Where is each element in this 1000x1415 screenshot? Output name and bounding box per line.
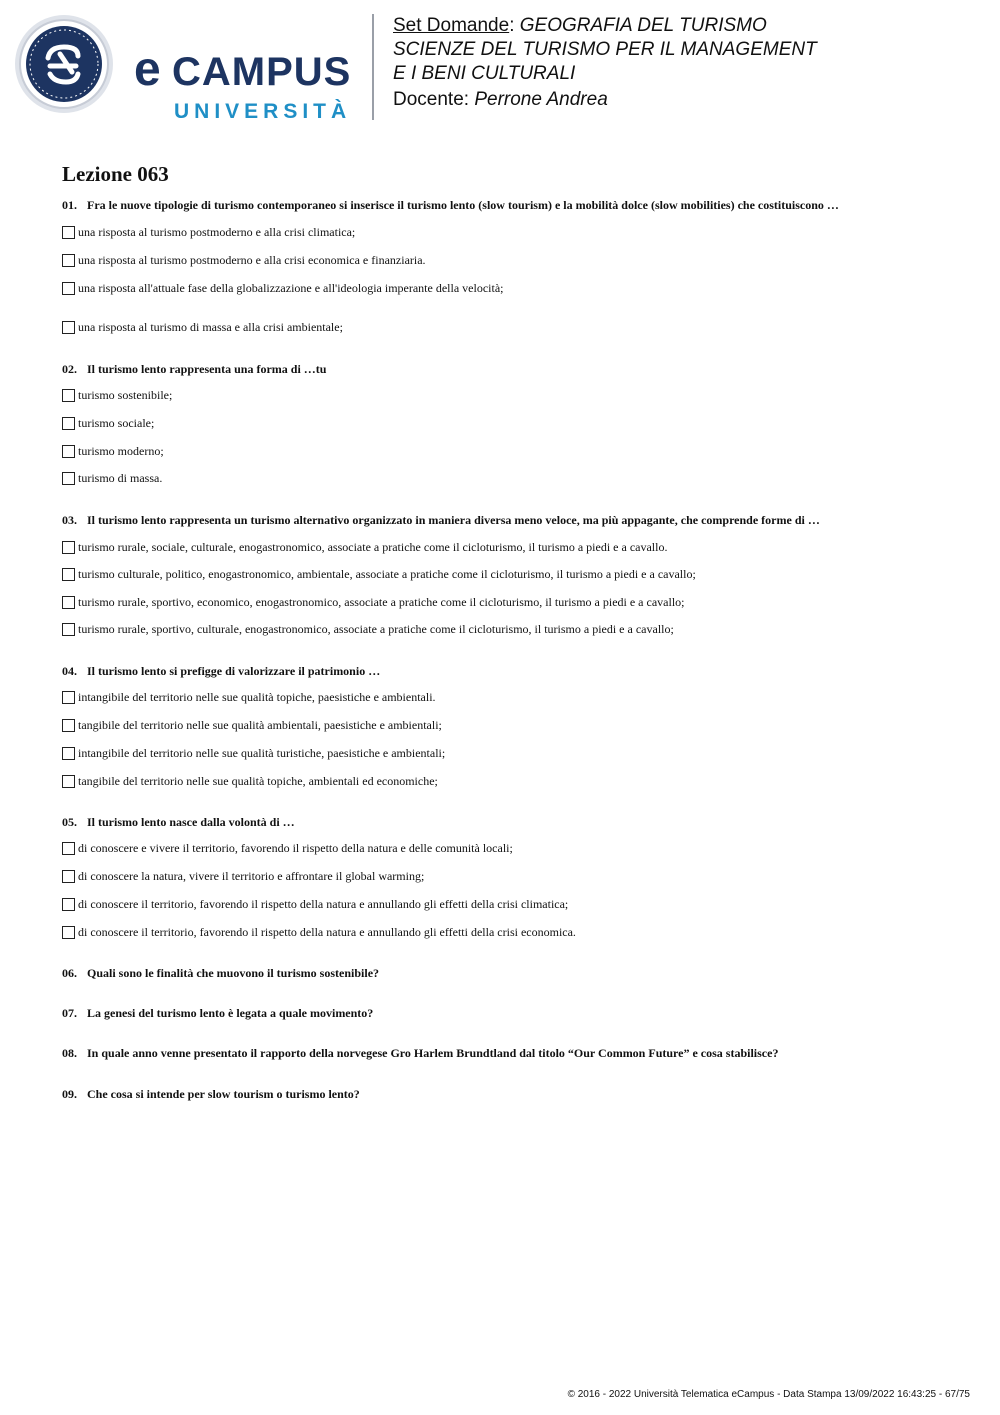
answer-checkbox[interactable] [62, 321, 75, 334]
option-text: turismo di massa. [78, 471, 163, 485]
option-row[interactable] [62, 540, 667, 555]
logo-letter-e: e [134, 43, 160, 96]
answer-checkbox[interactable] [62, 568, 75, 581]
option-text: intangibile del territorio nelle sue qualità topiche, paesistiche e ambientali. [78, 690, 436, 704]
option-row[interactable] [62, 622, 674, 637]
teacher-line [393, 88, 817, 112]
answer-checkbox[interactable] [62, 472, 75, 485]
option-text: di conoscere il territorio, favorendo il rispetto della natura e annullando gli effetti della crisi economica. [78, 925, 576, 939]
answer-checkbox[interactable] [62, 898, 75, 911]
document-header [393, 14, 817, 112]
logo-campus: CAMPUS [172, 50, 352, 94]
answer-checkbox[interactable] [62, 389, 75, 402]
answer-checkbox[interactable] [62, 541, 75, 554]
question-03 [62, 513, 820, 528]
question-number: 04. [62, 664, 77, 678]
question-number: 07. [62, 1006, 77, 1020]
question-01 [62, 198, 839, 213]
lesson-title: Lezione 063 [62, 162, 169, 186]
answer-checkbox[interactable] [62, 445, 75, 458]
option-text: di conoscere la natura, vivere il territorio e affrontare il global warming; [78, 869, 425, 883]
option-row[interactable] [62, 595, 685, 610]
option-row[interactable] [62, 471, 162, 486]
option-text: una risposta al turismo postmoderno e alla crisi climatica; [78, 225, 356, 239]
option-text: turismo sociale; [78, 416, 155, 430]
question-02 [62, 362, 326, 377]
option-text: tangibile del territorio nelle sue qualità ambientali, paesistiche e ambientali; [78, 718, 442, 732]
course-title: GEOGRAFIA DEL TURISMO [519, 15, 767, 36]
answer-checkbox[interactable] [62, 417, 75, 430]
question-text: Fra le nuove tipologie di turismo contemporaneo si inserisce il turismo lento (slow tourism) e la mobilità dolce (slow mobilities) che costituiscono … [87, 198, 839, 212]
answer-checkbox[interactable] [62, 226, 75, 239]
question-text: Che cosa si intende per slow tourism o turismo lento? [87, 1087, 360, 1101]
set-label: Set Domande [393, 15, 510, 36]
question-06 [62, 966, 379, 981]
answer-checkbox[interactable] [62, 719, 75, 732]
set-separator: : [509, 15, 520, 36]
option-row[interactable] [62, 774, 438, 789]
ecampus-badge-icon [14, 14, 114, 114]
option-text: una risposta al turismo di massa e alla crisi ambientale; [78, 320, 343, 334]
question-number: 09. [62, 1087, 77, 1101]
option-text: di conoscere il territorio, favorendo il rispetto della natura e annullando gli effetti della crisi climatica; [78, 897, 569, 911]
answer-checkbox[interactable] [62, 775, 75, 788]
option-row[interactable] [62, 567, 696, 582]
answer-checkbox[interactable] [62, 747, 75, 760]
question-text: Il turismo lento nasce dalla volontà di … [87, 815, 295, 829]
option-text: turismo rurale, sociale, culturale, enogastronomico, associate a pratiche come il cicloturismo, il turismo a piedi e a cavallo. [78, 540, 668, 554]
question-text: In quale anno venne presentato il rapporto della norvegese Gro Harlem Brundtland dal titolo “Our Common Future” e cosa stabilisce? [87, 1046, 779, 1060]
answer-checkbox[interactable] [62, 870, 75, 883]
option-row[interactable] [62, 746, 445, 761]
answer-checkbox[interactable] [62, 282, 75, 295]
answer-checkbox[interactable] [62, 926, 75, 939]
option-row[interactable] [62, 869, 424, 884]
question-09 [62, 1087, 360, 1102]
option-row[interactable] [62, 444, 164, 459]
header-divider [372, 14, 374, 120]
logo-universita: UNIVERSITÀ [174, 100, 352, 123]
question-number: 01. [62, 198, 77, 212]
question-text: Il turismo lento si prefigge di valorizzare il patrimonio … [87, 664, 381, 678]
option-text: turismo rurale, sportivo, economico, enogastronomico, associate a pratiche come il cicloturismo, il turismo a piedi e a cavallo; [78, 595, 685, 609]
option-text: turismo rurale, sportivo, culturale, enogastronomico, associate a pratiche come il cicloturismo, il turismo a piedi e a cavallo; [78, 622, 674, 636]
option-row[interactable] [62, 320, 343, 335]
teacher-name: Perrone Andrea [474, 89, 608, 110]
option-text: una risposta al turismo postmoderno e alla crisi economica e finanziaria. [78, 253, 426, 267]
option-row[interactable] [62, 718, 442, 733]
answer-checkbox[interactable] [62, 691, 75, 704]
question-number: 03. [62, 513, 77, 527]
option-row[interactable] [62, 388, 172, 403]
answer-checkbox[interactable] [62, 596, 75, 609]
question-number: 05. [62, 815, 77, 829]
question-text: Il turismo lento rappresenta una forma di …tu [87, 362, 327, 376]
question-number: 06. [62, 966, 77, 980]
option-text: una risposta all'attuale fase della globalizzazione e all'ideologia imperante della velocità; [78, 281, 504, 295]
question-07 [62, 1006, 373, 1021]
option-row[interactable] [62, 281, 503, 296]
option-row[interactable] [62, 690, 436, 705]
question-05 [62, 815, 295, 830]
answer-checkbox[interactable] [62, 254, 75, 267]
option-row[interactable] [62, 897, 568, 912]
option-row[interactable] [62, 416, 154, 431]
option-row[interactable] [62, 841, 513, 856]
answer-checkbox[interactable] [62, 842, 75, 855]
option-row[interactable] [62, 925, 576, 940]
set-line [393, 14, 817, 38]
question-text: Quali sono le finalità che muovono il turismo sostenibile? [87, 966, 380, 980]
teacher-label: Docente: [393, 89, 475, 110]
degree-line-2: E I BENI CULTURALI [393, 63, 576, 84]
ecampus-logo [14, 14, 359, 123]
option-text: turismo culturale, politico, enogastronomico, ambientale, associate a pratiche come il cicloturismo, il turismo a piedi e a cavallo; [78, 567, 696, 581]
option-text: turismo moderno; [78, 444, 164, 458]
page-footer: © 2016 - 2022 Università Telematica eCampus - Data Stampa 13/09/2022 16:43:25 - 67/75 [567, 1389, 970, 1400]
option-text: di conoscere e vivere il territorio, favorendo il rispetto della natura e delle comunità locali; [78, 841, 513, 855]
degree-line-1: SCIENZE DEL TURISMO PER IL MANAGEMENT [393, 39, 817, 60]
question-04 [62, 664, 380, 679]
option-row[interactable] [62, 225, 355, 240]
option-text: turismo sostenibile; [78, 388, 173, 402]
question-text: La genesi del turismo lento è legata a quale movimento? [87, 1006, 374, 1020]
question-number: 02. [62, 362, 77, 376]
question-number: 08. [62, 1046, 77, 1060]
option-text: intangibile del territorio nelle sue qualità turistiche, paesistiche e ambientali; [78, 746, 446, 760]
question-text: Il turismo lento rappresenta un turismo alternativo organizzato in maniera diversa meno veloce, ma più appagante, che comprende forme di … [87, 513, 820, 527]
option-row[interactable] [62, 253, 426, 268]
option-text: tangibile del territorio nelle sue qualità topiche, ambientali ed economiche; [78, 774, 438, 788]
question-08 [62, 1046, 778, 1061]
answer-checkbox[interactable] [62, 623, 75, 636]
